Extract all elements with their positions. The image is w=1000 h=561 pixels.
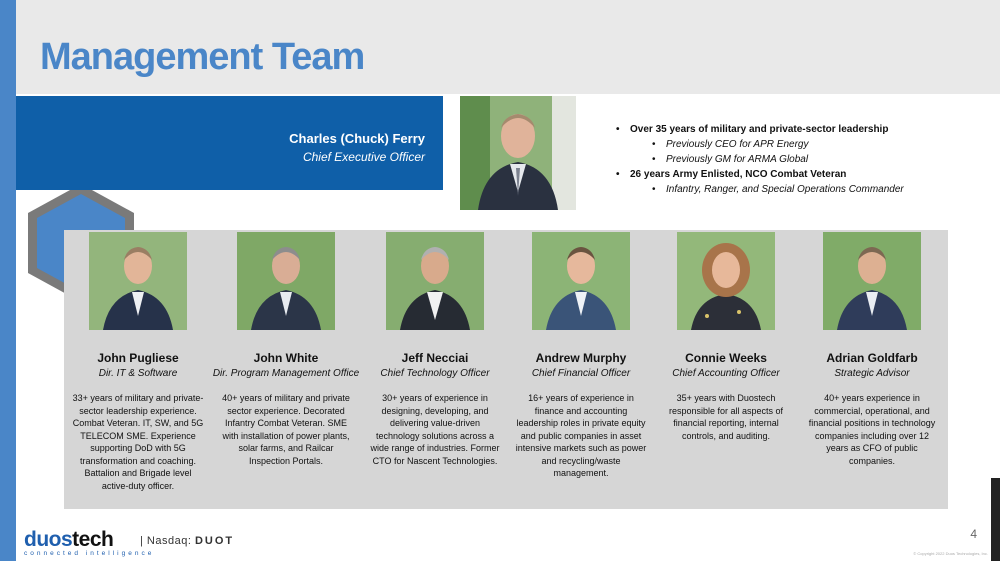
ceo-highlights-list	[616, 122, 904, 197]
member-title: Chief Financial Officer	[531, 368, 631, 379]
member-photo	[532, 232, 630, 330]
member-bio: 16+ years of experience in finance and accounting leadership roles in private equity and public companies in asset intensive markets such as power and recycling/waste management.	[515, 393, 647, 478]
team-member-card	[361, 232, 509, 467]
team-member-card	[652, 232, 800, 442]
member-name: John Pugliese	[97, 351, 179, 365]
member-bio: 40+ years experience in commercial, operational, and financial positions in technology companies including over 12 years as CFO of public companies.	[808, 393, 936, 466]
member-title: Dir. IT & Software	[98, 368, 178, 379]
member-bio: 40+ years of military and private sector experience. Decorated Infantry Combat Veteran. SME with installation of power plants, solar farms, and Railcar Inspection Portals.	[222, 393, 350, 466]
team-member-card	[212, 232, 360, 467]
member-name: Connie Weeks	[685, 351, 767, 365]
nasdaq-ticker	[140, 535, 234, 547]
ceo-bullet: • 26 years Army Enlisted, NCO Combat Veteran	[616, 167, 904, 182]
copyright-notice: © Copyright 2022 Duos Technologies, Inc.	[913, 551, 988, 556]
member-photo	[237, 232, 335, 330]
logo-tagline: connected intelligence	[24, 550, 155, 557]
member-title: Chief Accounting Officer	[672, 368, 780, 379]
team-member-card	[64, 232, 212, 492]
page-number: 4	[970, 527, 977, 541]
logo-duos-text: duos	[24, 528, 73, 551]
member-title: Dir. Program Management Office	[212, 368, 360, 379]
team-panel	[64, 230, 948, 509]
left-accent-bar	[0, 0, 16, 561]
ceo-bullet: • Over 35 years of military and private-sector leadership	[616, 122, 904, 137]
member-photo	[386, 232, 484, 330]
ceo-sub-bullet: • Previously CEO for APR Energy	[630, 137, 904, 152]
member-bio: 33+ years of military and private-sector leadership experience. Combat Veteran. IT, SW, and 5G TELECOM SME. Experience supporting DoD with 5G transformation and coaching. Battalion and Brigade level active-duty officer.	[72, 393, 204, 491]
logo-tech-text: tech	[72, 528, 114, 551]
member-name: John White	[253, 351, 319, 365]
member-name: Andrew Murphy	[535, 351, 627, 365]
member-photo	[89, 232, 187, 330]
right-edge-tab	[991, 478, 1000, 561]
member-title: Strategic Advisor	[834, 368, 910, 379]
team-member-card	[798, 232, 946, 467]
team-member-card	[507, 232, 655, 480]
member-photo	[677, 232, 775, 330]
ceo-nameplate	[16, 96, 443, 190]
member-name: Jeff Necciai	[401, 351, 469, 365]
member-title: Chief Technology Officer	[380, 368, 490, 379]
member-photo	[823, 232, 921, 330]
member-bio: 30+ years of experience in designing, developing, and delivering value-driven technology solutions across a wide range of industries. Former CTO for Nascent Technologies.	[370, 393, 500, 466]
duostech-logo	[24, 529, 154, 557]
member-name: Adrian Goldfarb	[826, 351, 918, 365]
ticker-symbol: DUOT	[194, 535, 235, 547]
member-bio: 35+ years with Duostech responsible for all aspects of financial reporting, internal controls, and auditing.	[668, 393, 784, 441]
slide-title: Management Team	[40, 36, 365, 78]
ceo-sub-bullet: • Infantry, Ranger, and Special Operations Commander	[630, 182, 904, 197]
ceo-sub-bullet: • Previously GM for ARMA Global	[630, 152, 904, 167]
ceo-photo	[460, 96, 576, 210]
ceo-title: Chief Executive Officer	[302, 150, 425, 164]
ceo-name: Charles (Chuck) Ferry	[289, 131, 425, 146]
ticker-prefix: | Nasdaq:	[140, 535, 192, 547]
